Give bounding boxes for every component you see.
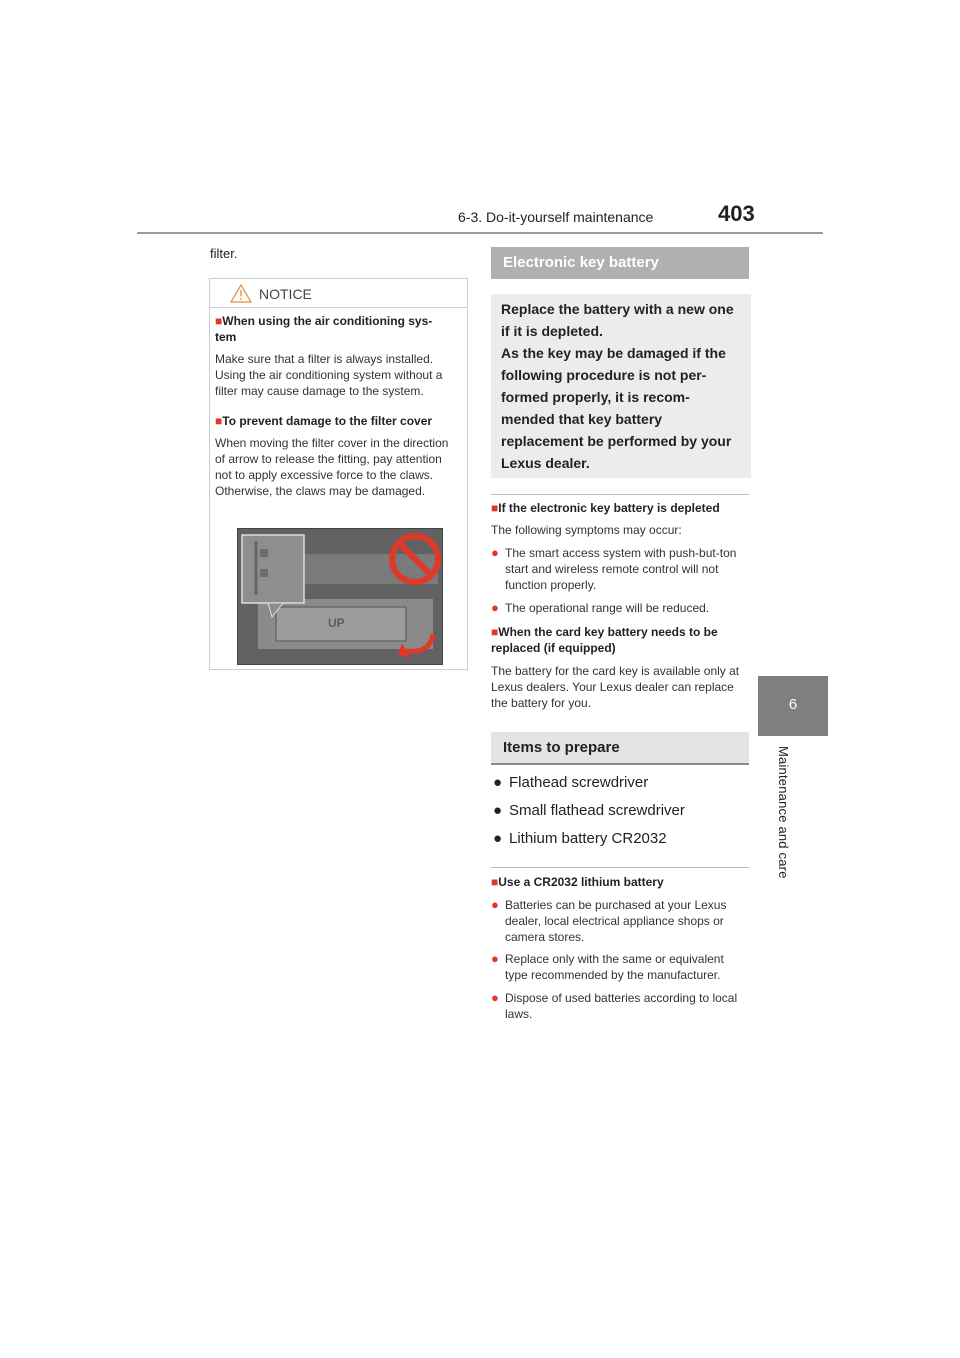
notice-heading-cover: ■To prevent damage to the filter cover <box>215 414 433 428</box>
list-item-text: The smart access system with push-but-ton start and wireless remote control will not function properly. <box>505 546 737 592</box>
list-item-text: Flathead screwdriver <box>509 774 649 791</box>
chapter-title: Maintenance and care <box>776 746 791 879</box>
illustration-label-up: UP <box>328 616 345 630</box>
filter-cover-drawing <box>238 529 443 665</box>
card-key-heading-text: When the card key battery needs to be replaced (if equipped) <box>491 625 718 655</box>
list-item: ● The smart access system with push-but-ton start and wireless remote control will not function properly. <box>491 545 749 593</box>
list-item: ● Small flathead screwdriver <box>493 802 685 819</box>
list-item: ● Lithium battery CR2032 <box>493 830 667 847</box>
card-key-text: The battery for the card key is available only at Lexus dealers. Your Lexus dealer can replace the battery for you. <box>491 664 740 710</box>
section-header-items-to-prepare <box>491 732 749 765</box>
continued-text: filter. <box>210 246 238 261</box>
cr2032-heading-text: Use a CR2032 lithium battery <box>498 875 664 889</box>
notice-text-ac: Make sure that a filter is always installed. Using the air conditioning system without a filter may cause damage to the system. <box>215 352 443 398</box>
list-item-text: Replace only with the same or equivalent type recommended by the manufacturer. <box>505 952 724 982</box>
cr2032-heading: ■Use a CR2032 lithium battery <box>491 875 664 889</box>
section-header-text: Electronic key battery <box>503 254 659 271</box>
chapter-number: 6 <box>788 696 798 713</box>
divider <box>491 494 749 495</box>
page-number: 403 <box>718 201 755 226</box>
list-item-text: Lithium battery CR2032 <box>509 830 667 847</box>
list-item-text: The operational range will be reduced. <box>505 601 710 615</box>
divider <box>491 867 749 868</box>
notice-header <box>210 279 467 308</box>
depleted-heading: ■If the electronic key battery is depleted <box>491 501 720 515</box>
list-item: ● Replace only with the same or equivalent type recommended by the manufacturer. <box>491 951 749 983</box>
warning-triangle-icon <box>230 284 252 303</box>
notice-heading-ac: ■When using the air conditioning sys- tem <box>215 314 433 344</box>
list-item: ● Batteries can be purchased at your Lexus dealer, local electrical appliance shops or camera stores. <box>491 897 749 945</box>
intro-text: Replace the battery with a new one if it is depleted. As the key may be damaged if the following procedure is not per-formed properly, it is recom-mended that key battery replacement be performed by your Lexus dealer. <box>501 301 734 471</box>
filter-cover-illustration <box>237 528 443 665</box>
depleted-text: The following symptoms may occur: <box>491 523 682 537</box>
intro-box <box>491 294 751 478</box>
section-title: 6-3. Do-it-yourself maintenance <box>458 209 654 225</box>
list-item: ● Flathead screwdriver <box>493 774 649 791</box>
notice-title: NOTICE <box>259 286 312 302</box>
section-header-text: Items to prepare <box>503 739 620 756</box>
notice-text-cover: When moving the filter cover in the direction of arrow to release the fitting, pay attention not to apply excessive force to the claws. Otherwise, the claws may be damaged. <box>215 436 449 498</box>
notice-heading-cover-text: To prevent damage to the filter cover <box>222 414 433 428</box>
list-item-text: Batteries can be purchased at your Lexus dealer, local electrical appliance shops or camera stores. <box>505 898 727 944</box>
list-item: ● The operational range will be reduced. <box>491 600 749 616</box>
card-key-heading: ■When the card key battery needs to be replaced (if equipped) <box>491 625 718 655</box>
notice-heading-ac-text: When using the air conditioning sys- tem <box>215 314 433 344</box>
chapter-tab <box>758 676 828 736</box>
depleted-heading-text: If the electronic key battery is depleted <box>498 501 720 515</box>
section-header-electronic-key-battery <box>491 247 749 279</box>
header-divider <box>137 232 823 234</box>
notice-box <box>209 278 468 670</box>
list-item-text: Dispose of used batteries according to local laws. <box>505 991 738 1021</box>
list-item-text: Small flathead screwdriver <box>509 802 685 819</box>
list-item: ● Dispose of used batteries according to local laws. <box>491 990 749 1022</box>
